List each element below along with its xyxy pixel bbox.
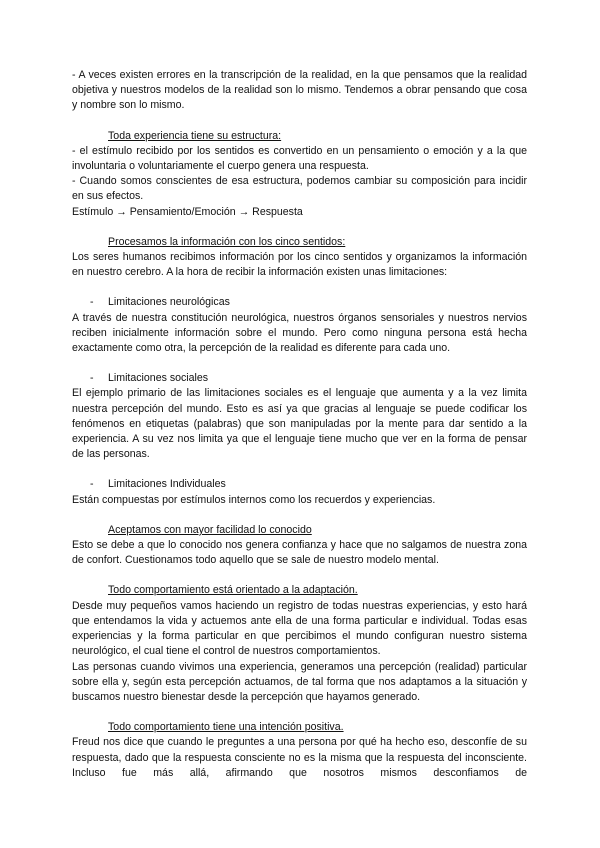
heading-intencion: Todo comportamiento tiene una intención positiva. [108, 721, 344, 734]
estructura-formula: Estímulo → Pensamiento/Emoción → Respuesta [72, 205, 303, 218]
intro-paragraph: - A veces existen errores en la transcripción de la realidad, en la que pensamos que la realidad objetiva y nuestros modelos de la realidad son lo mismo. Tendemos a obrar pensando que cosa y nombre son lo mismo. [72, 69, 527, 112]
sociales-paragraph: El ejemplo primario de las limitaciones sociales es el lenguaje que aumenta y a la vez limita nuestra percepción del mundo. Esto es así ya que gracias al lenguaje se puede codificar los fenómenos en etiquetas (palabras) que son manipuladas por la mente para dar sentido a la experiencia. A su vez nos limita ya que el lenguaje tiene mucho que ver en la forma de pensar de las personas. [72, 387, 527, 461]
bullet-dash: - [90, 478, 94, 491]
bullet-label: Limitaciones sociales [108, 372, 209, 385]
document-page [72, 68, 527, 781]
individuales-paragraph: Están compuestas por estímulos internos como los recuerdos y experiencias. [72, 493, 436, 506]
adaptacion-paragraph-2: Las personas cuando vivimos una experiencia, generamos una percepción (realidad) particular sobre ella y, según esta percepción actuamos, de tal forma que nos adaptamos a la situación y buscamos nuestro bienestar desde la percepción que hayamos generado. [72, 660, 527, 703]
estructura-paragraph-1: - el estímulo recibido por los sentidos es convertido en un pensamiento o emoción y a la que involuntaria o voluntariamente el cuerpo genera una respuesta. [72, 144, 527, 173]
bullet-dash: - [90, 372, 94, 385]
estructura-paragraph-2: - Cuando somos conscientes de esa estructura, podemos cambiar su composición para incidir en sus efectos. [72, 175, 527, 203]
conocido-paragraph: Esto se debe a que lo conocido nos genera confianza y hace que no salgamos de nuestra zona de confort. Cuestionamos todo aquello que se sale de nuestro modelo mental. [72, 539, 527, 567]
heading-estructura: Toda experiencia tiene su estructura: [108, 129, 282, 142]
sentidos-paragraph: Los seres humanos recibimos información por los cinco sentidos y organizamos la información en nuestro cerebro. A la hora de recibir la información existen unas limitaciones: [72, 251, 527, 279]
bullet-sociales [90, 371, 527, 386]
neurologicas-paragraph: A través de nuestra constitución neurológica, nuestros órganos sensoriales y nuestros nervios reciben inicialmente información sobre el mundo. Pero como ninguna persona está hecha exactamente como otra, la percepción de la realidad es diferente para cada uno. [72, 311, 527, 355]
bullet-individuales [90, 477, 527, 492]
bullet-neurologicas [90, 295, 527, 310]
bullet-dash: - [90, 296, 94, 309]
heading-conocido: Aceptamos con mayor facilidad lo conocido [108, 523, 312, 536]
bullet-label: Limitaciones neurológicas [108, 296, 230, 309]
heading-sentidos: Procesamos la información con los cinco sentidos: [108, 235, 346, 248]
heading-adaptacion: Todo comportamiento está orientado a la adaptación. [108, 584, 358, 597]
intencion-paragraph: Freud nos dice que cuando le preguntes a una persona por qué ha hecho eso, desconfíe de su respuesta, dado que la respuesta consciente no es la misma que la respuesta del inconsciente. Incluso fue más allá, afirmando que nosotros mismos desconfiamos de [72, 736, 527, 779]
bullet-label: Limitaciones Individuales [108, 478, 226, 491]
adaptacion-paragraph-1: Desde muy pequeños vamos haciendo un registro de todas nuestras experiencias, y esto hará que entendamos la vida y actuemos ante ella de una forma particular e individual. Todas esas experiencias y la forma particular en que percibimos el mundo configuran nuestro sistema neurológico, el cual tiene el control de nuestros comportamientos. [72, 599, 527, 658]
